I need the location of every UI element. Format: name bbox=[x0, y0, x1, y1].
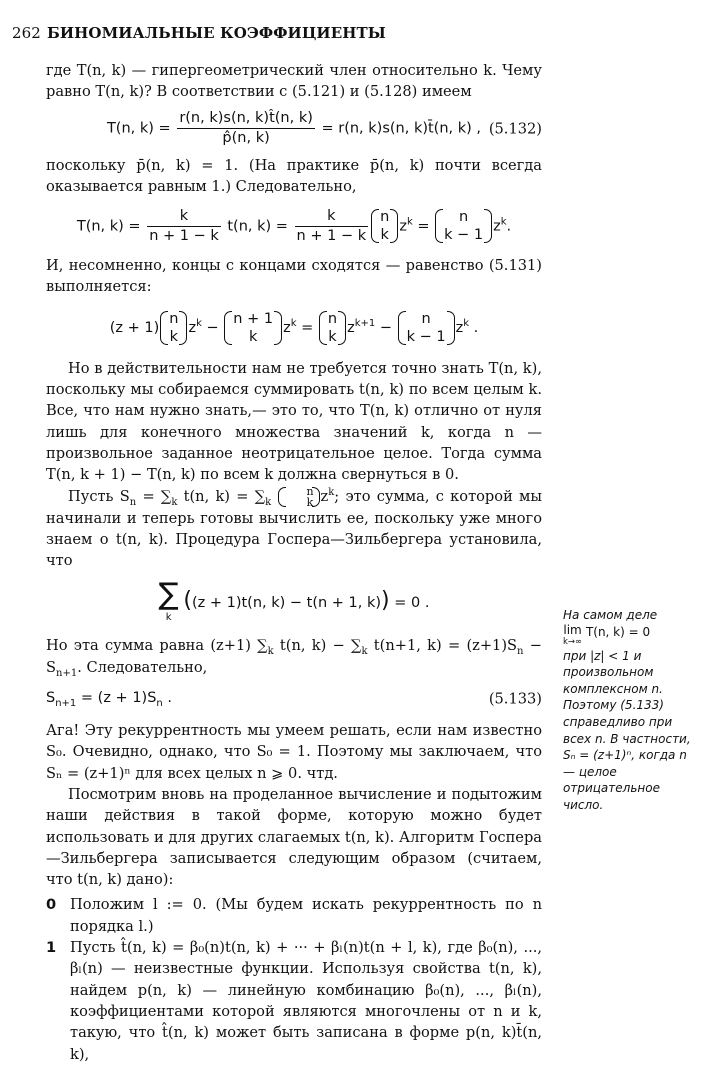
equation-5-133-body: $S_{n+1} = (z + 1)S_n$ . bbox=[46, 690, 172, 710]
equation-telescoping-check bbox=[46, 298, 542, 358]
step-text: Пусть t̂(n, k) = β₀(n)t(n, k) + ··· + βₗ(n)t(n + l, k), где β₀(n), ..., βₗ(n) — неизвестные функции. Используя свойства t(n, k), найдем p(n, k) — линейную комбинацию β₀(n), ..., βₗ(n), коэффициентами которой являются многочлены от n и k, такую, что t̂(n, k) может быть записана в форме p(n, k)t̄(n, k), bbox=[70, 939, 542, 1063]
equation-T-value-body: T(n, k) = $\frac{k}{n + 1 - k}$ t(n, k) = $\frac{k}{n + 1 - k}$ n k $z^k$ = n k − 1 $z^k$. bbox=[76, 207, 512, 244]
limit-subscript: k→∞ bbox=[563, 636, 583, 647]
limit-expression: T(n, k) = 0 bbox=[582, 624, 651, 639]
equation-5-133 bbox=[46, 678, 542, 720]
equation-sum-zero-body: ∑ k ((z + 1)t(n, k) − t(n + 1, k)) = 0 . bbox=[158, 577, 430, 624]
paragraph-6-c: t(n+1, k) = (z+1)S bbox=[367, 637, 518, 655]
paragraph-4: Но в действительности нам не требуется точно знать T(n, k), поскольку мы собираемся суммировать t(n, k) по всем целым k. Все, что нам нужно знать,— это то, что T(n, k) отлично от нуля лишь для конечного множества значений k, когда n — произвольное заданное неотрицательное целое. Тогда сумма T(n, k + 1) − T(n, k) по всем k должна свернуться в 0. bbox=[46, 359, 542, 484]
algorithm-step-1 bbox=[46, 937, 542, 1065]
equation-telescoping-check-body: (z + 1) n k $z^k$ − n + 1 k $z^k$ = n k $z^{k+1}$ − n k − 1 $z^k$ . bbox=[109, 310, 479, 345]
limit-operator: lim bbox=[563, 622, 582, 637]
paragraph-6: Но эта сумма равна (z+1) $\sum_k$ t(n, $k) - \sum_k$ t(n+1, $k) = (z+1)S_n - S_{n+1}$. Следовательно, bbox=[46, 637, 542, 679]
margin-note-line-1: На самом деле bbox=[563, 608, 658, 622]
paragraph-8: Посмотрим вновь на проделанное вычисление и подытожим наши действия в такой форме, которую можно будет использовать и для других слагаемых t(n, k). Алгоритм Госпера—Зильбергера записывается следующим образом (считаем, что t(n, k) дано): bbox=[46, 785, 542, 889]
paragraph-6-b: t(n, k) − ∑ bbox=[273, 637, 362, 655]
paragraph-1: где T(n, k) — гипергеометрический член относительно k. Чему равно T(n, k)? В соответствии с (5.121) и (5.128) имеем bbox=[46, 62, 542, 101]
running-title: БИНОМИАЛЬНЫЕ КОЭФФИЦИЕНТЫ bbox=[46, 24, 386, 42]
paragraph-5: Пусть $S_n = \sum_k$ t(n, $k) = \sum_k$ n k $z^k$; это сумма, с которой мы начинали и теперь готовы вычислить ее, поскольку уже много знаем о t(n, k). Процедура Госпера—Зильбергера установила, что bbox=[46, 484, 542, 570]
equation-5-132-body: T(n, k) = $\frac{r(n, k)s(n, k)t̂(n, k)}{p̂(n, k)}$ = r(n, k)s(n, k)t̄(n, k) , bbox=[106, 110, 482, 147]
equation-sum-zero bbox=[46, 571, 542, 635]
step-number: 0 bbox=[46, 896, 57, 914]
margin-note-rest: при |z| < 1 и произвольном комплексном n. Поэтому (5.133) справедливо при всех n. В частности, Sₙ = (z+1)ⁿ, когда n — целое отрицательное число. bbox=[563, 648, 691, 812]
paragraph-5-end: ; это сумма, с которой мы начинали и теперь готовы вычислить ее, поскольку уже много знаем о t(n, k). Процедура Госпера—Зильбергера установила, что bbox=[46, 487, 542, 570]
paragraph-2: поскольку p̄(n, k) = 1. (На практике p̄(n, k) почти всегда оказывается равным 1.) Следовательно, bbox=[46, 156, 542, 195]
equation-number-5-132: (5.132) bbox=[488, 119, 542, 137]
paragraph-7: Ага! Эту рекуррентность мы умеем решать, если нам известно S₀. Очевидно, однако, что S₀ = 1. Поэтому мы заключаем, что Sₙ = (z+1)ⁿ для всех целых n ⩾ 0. чтд. bbox=[46, 722, 542, 782]
equation-number-5-133: (5.133) bbox=[488, 690, 542, 708]
running-header bbox=[12, 24, 386, 42]
paragraph-6-a: Но эта сумма равна (z+1) ∑ bbox=[46, 637, 268, 655]
step-text: Положим l := 0. (Мы будем искать рекуррентность по n порядка l.) bbox=[70, 896, 542, 935]
algorithm-step-0 bbox=[46, 894, 542, 937]
main-column bbox=[46, 60, 542, 1065]
paragraph-6-d: − S bbox=[46, 637, 542, 676]
margin-note-limit bbox=[563, 624, 699, 648]
paragraph-3: И, несомненно, концы с концами сходятся — равенство (5.131) выполняется: bbox=[46, 257, 542, 296]
paragraph-5-start: Пусть S bbox=[68, 487, 130, 505]
equation-T-value bbox=[46, 197, 542, 255]
margin-note bbox=[563, 607, 699, 814]
page-number: 262 bbox=[12, 24, 41, 42]
paragraph-6-e: . Следовательно, bbox=[77, 658, 208, 676]
step-number: 1 bbox=[46, 939, 57, 957]
equation-5-132 bbox=[46, 103, 542, 155]
